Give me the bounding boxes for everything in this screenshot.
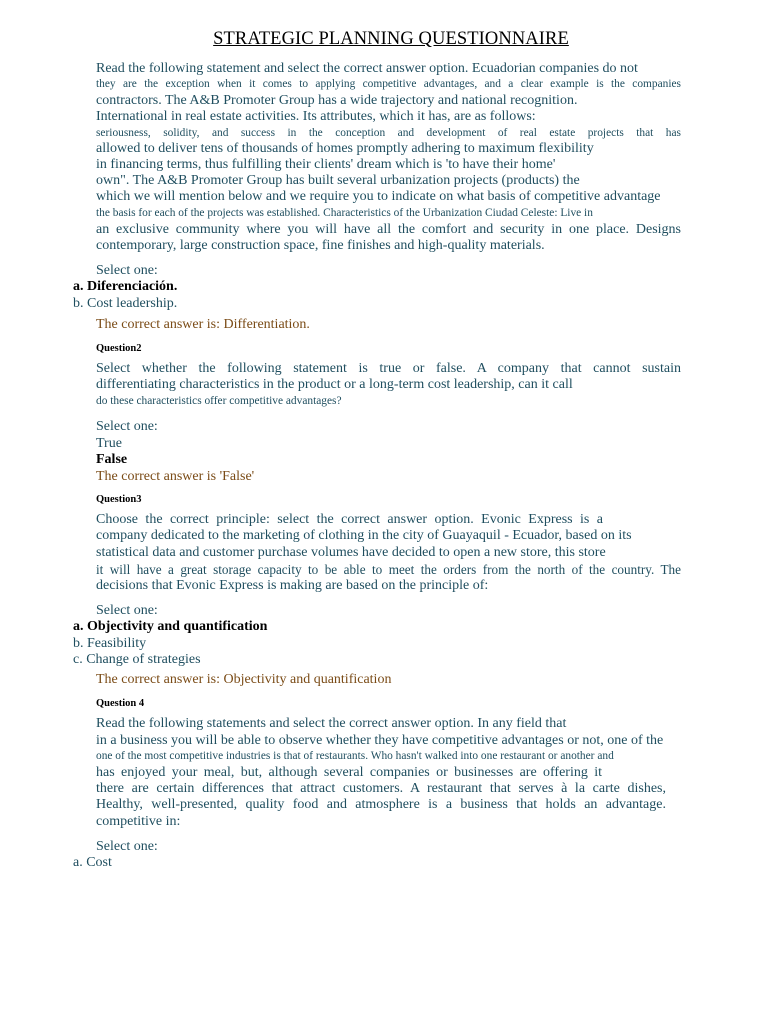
- q1-text-line: own". The A&B Promoter Group has built several urbanization projects (products) the: [96, 173, 580, 188]
- q3-label: Question3: [96, 494, 142, 505]
- q1-select-label: Select one:: [96, 263, 158, 278]
- q1-text-line: Read the following statement and select the correct answer option. Ecuadorian companies do not: [96, 61, 638, 76]
- q3-correct-answer: The correct answer is: Objectivity and quantification: [96, 672, 392, 687]
- q1-text-line: in financing terms, thus fulfilling their clients' dream which is 'to have their home': [96, 157, 556, 172]
- q3-select-label: Select one:: [96, 603, 158, 618]
- q2-option-false[interactable]: False: [96, 452, 128, 467]
- q2-text-line: differentiating characteristics in the product or a long-term cost leadership, can it call: [96, 377, 573, 392]
- q2-text-line: do these characteristics offer competitive advantages?: [96, 395, 342, 407]
- q1-correct-answer: The correct answer is: Differentiation.: [96, 317, 310, 332]
- q1-text-line: contractors. The A&B Promoter Group has a wide trajectory and national recognition.: [96, 93, 578, 108]
- q2-label: Question2: [96, 343, 142, 354]
- q4-text-line: Healthy, well-presented, quality food and atmosphere is a business that holds an advantage.: [96, 797, 666, 812]
- q4-text-line: one of the most competitive industries is that of restaurants. Who hasn't walked into one restaurant or another and: [96, 750, 614, 762]
- q4-text-line: has enjoyed your meal, but, although several companies or businesses are offering it: [96, 765, 602, 780]
- q3-text-line: statistical data and customer purchase volumes have decided to open a new store, this store: [96, 545, 606, 560]
- q1-option-b[interactable]: b. Cost leadership.: [73, 296, 178, 311]
- q1-text-line: the basis for each of the projects was established. Characteristics of the Urbanization Ciudad Celeste: Live in: [96, 207, 593, 219]
- q4-text-line: there are certain differences that attract customers. A restaurant that serves à la carte dishes,: [96, 781, 666, 796]
- q2-option-true[interactable]: True: [96, 436, 122, 451]
- q4-text-line: in a business you will be able to observe whether they have competitive advantages or not, one of the: [96, 733, 664, 748]
- q4-select-label: Select one:: [96, 839, 158, 854]
- q1-text-line: they are the exception when it comes to applying competitive advantages, and a clear example is the companies: [96, 78, 681, 90]
- q1-text-line: International in real estate activities. Its attributes, which it has, are as follows:: [96, 109, 536, 124]
- q3-option-b[interactable]: b. Feasibility: [73, 636, 147, 651]
- q2-correct-answer: The correct answer is 'False': [96, 469, 255, 484]
- q1-text-line: an exclusive community where you will have all the comfort and security in one place. Designs: [96, 222, 681, 237]
- q3-option-c[interactable]: c. Change of strategies: [73, 652, 201, 667]
- q3-text-line: it will have a great storage capacity to be able to meet the orders from the north of the country. The: [96, 562, 681, 577]
- q1-text-line: seriousness, solidity, and success in the conception and development of real estate projects that has: [96, 127, 681, 139]
- q1-text-line: allowed to deliver tens of thousands of homes promptly adhering to maximum flexibility: [96, 141, 594, 156]
- q3-text-line: company dedicated to the marketing of clothing in the city of Guayaquil - Ecuador, based on its: [96, 528, 632, 543]
- q4-option-a[interactable]: a. Cost: [73, 855, 112, 870]
- q2-select-label: Select one:: [96, 419, 158, 434]
- q2-text-line: Select whether the following statement is true or false. A company that cannot sustain: [96, 361, 681, 376]
- q1-text-line: contemporary, large construction space, fine finishes and high-quality materials.: [96, 238, 545, 253]
- q3-text-line: Choose the correct principle: select the correct answer option. Evonic Express is a: [96, 512, 603, 527]
- page-title: STRATEGIC PLANNING QUESTIONNAIRE: [213, 29, 569, 49]
- q1-text-line: which we will mention below and we require you to indicate on what basis of competitive advantage: [96, 189, 661, 204]
- q1-option-a[interactable]: a. Diferenciación.: [73, 279, 178, 294]
- q3-option-a[interactable]: a. Objectivity and quantification: [73, 619, 268, 634]
- q4-text-line: Read the following statements and select the correct answer option. In any field that: [96, 716, 567, 731]
- q4-label: Question 4: [96, 698, 145, 709]
- q4-text-line: competitive in:: [96, 814, 181, 829]
- q3-text-line: decisions that Evonic Express is making are based on the principle of:: [96, 578, 489, 593]
